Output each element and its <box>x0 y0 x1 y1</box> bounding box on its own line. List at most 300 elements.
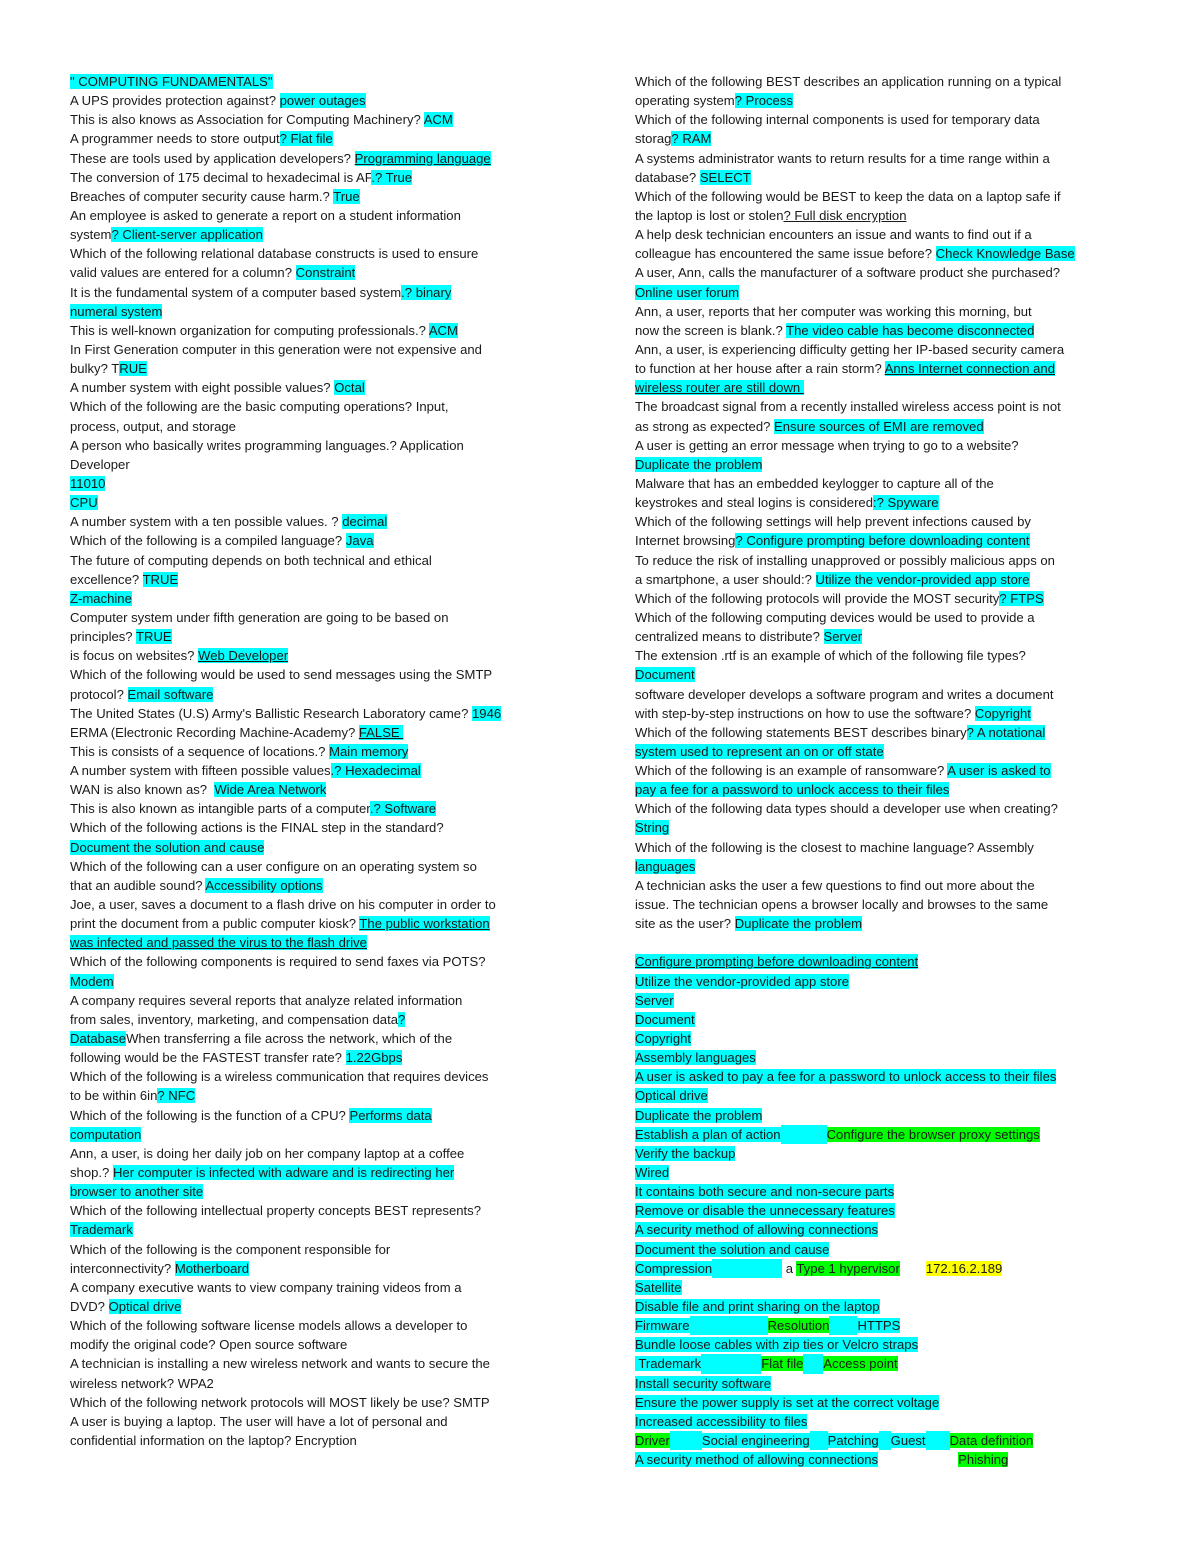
question-text: An employee is asked to generate a report on a student information <box>70 207 461 223</box>
question-text: interconnectivity? <box>70 1260 175 1276</box>
spacer <box>712 1259 782 1278</box>
text-line <box>70 704 570 723</box>
text-line <box>70 244 570 263</box>
text-line <box>635 493 1133 512</box>
text-line <box>70 685 570 704</box>
highlighted-answer: Document <box>635 667 695 683</box>
text-line <box>635 1393 1133 1412</box>
highlighted-answer: Assembly languages <box>635 1050 756 1066</box>
question-text: Ann, a user, reports that her computer was working this morning, but <box>635 303 1032 319</box>
text-line <box>70 1067 570 1086</box>
question-text: Which of the following would be used to send messages using the SMTP <box>70 667 493 683</box>
highlighted-answer: Bundle loose cables with zip ties or Velcro straps <box>635 1337 919 1353</box>
highlighted-answer: Install security software <box>635 1375 772 1391</box>
question-text: software developer develops a software program and writes a document <box>635 686 1054 702</box>
highlighted-answer: 11010 <box>70 475 106 491</box>
text-line <box>635 857 1133 876</box>
highlighted-answer: Document <box>635 1011 695 1027</box>
highlighted-answer: languages <box>635 858 696 874</box>
spacer <box>810 1431 828 1450</box>
text-line <box>70 91 570 110</box>
text-line <box>70 608 570 627</box>
text-line <box>70 799 570 818</box>
highlighted-answer: wireless router are still down <box>635 380 804 396</box>
highlighted-answer: Wired <box>635 1165 670 1181</box>
text-line <box>70 665 570 684</box>
highlighted-answer: ? Client-server application <box>111 227 263 243</box>
highlighted-answer: Performs data <box>349 1107 432 1123</box>
text-line <box>70 512 570 531</box>
text-line <box>635 187 1133 206</box>
text-line <box>70 225 570 244</box>
highlighted-answer: Access point <box>823 1356 898 1372</box>
highlighted-answer: SELECT <box>699 169 751 185</box>
highlighted-answer: Server <box>635 992 674 1008</box>
question-text: Which of the following is a compiled language? <box>70 533 346 549</box>
text-line <box>70 474 570 493</box>
text-line <box>70 914 570 933</box>
highlighted-answer: :? Spyware <box>873 495 939 511</box>
highlighted-answer: Duplicate the problem <box>734 916 863 932</box>
highlighted-answer: HTTPS <box>857 1318 901 1334</box>
text-line <box>635 685 1133 704</box>
highlighted-answer: Establish a plan of action <box>635 1126 781 1142</box>
question-text: confidential information on the laptop? Encryption <box>70 1432 357 1448</box>
question-text: A UPS provides protection against? <box>70 93 280 109</box>
highlighted-answer: Duplicate the problem <box>635 1107 763 1123</box>
highlighted-answer: Java <box>345 533 374 549</box>
text-line <box>635 665 1133 684</box>
highlighted-answer: ? Process <box>734 93 793 109</box>
text-line <box>635 1106 1133 1125</box>
question-text: Which of the following is a wireless communication that requires devices <box>70 1069 489 1085</box>
question-text: The conversion of 175 decimal to hexadecimal is AF <box>70 169 372 185</box>
text-line <box>70 321 570 340</box>
question-text: These are tools used by application developers? <box>70 150 355 166</box>
question-text: A number system with fifteen possible values <box>70 763 331 779</box>
text-line <box>635 359 1133 378</box>
question-text: A systems administrator wants to return results for a time range within a <box>635 150 1050 166</box>
question-text: A company executive wants to view company training videos from a <box>70 1279 462 1295</box>
text-line <box>70 436 570 455</box>
question-text: with step-by-step instructions on how to use the software? <box>635 705 975 721</box>
highlighted-answer: Compression <box>635 1260 713 1276</box>
highlighted-answer: Optical drive <box>635 1088 708 1104</box>
question-text: protocol? <box>70 686 128 702</box>
question-text: Ann, a user, is doing her daily job on her company laptop at a coffee <box>70 1145 465 1161</box>
text-line <box>70 1393 570 1412</box>
text-line <box>70 1163 570 1182</box>
text-line <box>635 838 1133 857</box>
highlighted-answer: .? binary <box>401 284 452 300</box>
highlighted-answer: " COMPUTING FUNDAMENTALS" <box>70 74 273 89</box>
text-line <box>70 149 570 168</box>
highlighted-answer: Online user forum <box>635 284 740 300</box>
highlighted-answer: Verify the backup <box>635 1145 736 1161</box>
question-text: modify the original code? Open source software <box>70 1337 348 1353</box>
highlighted-answer: Type 1 hypervisor <box>796 1260 900 1276</box>
text-line <box>635 302 1133 321</box>
question-text: A user, Ann, calls the manufacturer of a software product she purchased? <box>635 265 1061 281</box>
highlighted-answer: Copyright <box>635 1031 692 1047</box>
text-line <box>70 72 570 91</box>
text-line <box>635 1086 1133 1105</box>
text-line <box>635 397 1133 416</box>
text-line <box>70 1144 570 1163</box>
highlighted-answer: The public workstation <box>359 916 490 932</box>
question-text: now the screen is blank.? <box>635 322 787 338</box>
question-text: storag <box>635 131 672 147</box>
question-text: Which of the following is the function of a CPU? <box>70 1107 350 1123</box>
text-line <box>70 1220 570 1239</box>
question-text: A company requires several reports that analyze related information <box>70 992 463 1008</box>
highlighted-answer: 1946 <box>472 705 502 721</box>
spacer <box>879 1431 891 1450</box>
text-line <box>635 512 1133 531</box>
text-line <box>635 818 1133 837</box>
question-text: ERMA (Electronic Recording Machine-Academy? <box>70 724 359 740</box>
text-line <box>70 397 570 416</box>
text-line <box>70 570 570 589</box>
text-line <box>70 1335 570 1354</box>
question-text: centralized means to distribute? <box>635 629 824 645</box>
text-line <box>635 1297 1133 1316</box>
text-line <box>635 321 1133 340</box>
question-text: Which of the following is the closest to machine language? Assembly <box>635 839 1034 855</box>
text-line <box>70 417 570 436</box>
question-text: Joe, a user, saves a document to a flash drive on his computer in order to <box>70 897 496 913</box>
question-text: Internet browsing <box>635 533 736 549</box>
text-line <box>635 1450 1133 1469</box>
question-text: Which of the following can a user configure on an operating system so <box>70 858 477 874</box>
text-line <box>635 1316 1133 1335</box>
question-text: A number system with eight possible values? <box>70 380 335 396</box>
highlighted-answer: .? Software <box>369 801 437 817</box>
question-text: Which of the following data types should a developer use when creating? <box>635 801 1058 817</box>
question-text: Which of the following is the component responsible for <box>70 1241 391 1257</box>
question-text: To reduce the risk of installing unapproved or possibly malicious apps on <box>635 552 1055 568</box>
text-line <box>635 263 1133 282</box>
text-line <box>635 704 1133 723</box>
question-text: The broadcast signal from a recently installed wireless access point is not <box>635 399 1061 415</box>
text-line <box>635 780 1133 799</box>
highlighted-answer: Email software <box>127 686 214 702</box>
question-text: A help desk technician encounters an issue and wants to find out if a <box>635 227 1032 243</box>
question-text: When transferring a file across the network, which of the <box>126 1031 453 1047</box>
text-line <box>635 1067 1133 1086</box>
question-text: Malware that has an embedded keylogger to capture all of the <box>635 475 994 491</box>
highlighted-answer: Patching <box>827 1432 879 1448</box>
question-text: to be within 6in <box>70 1088 158 1104</box>
highlighted-answer: Ensure the power supply is set at the correct voltage <box>635 1394 940 1410</box>
highlighted-answer: A security method of allowing connections <box>635 1222 879 1238</box>
question-text: Which of the following BEST describes an application running on a typical <box>635 74 1062 89</box>
text-line <box>70 952 570 971</box>
text-line <box>70 1240 570 1259</box>
highlighted-answer: Ensure sources of EMI are removed <box>774 418 984 434</box>
question-text: A number system with a ten possible values. ? <box>70 514 343 530</box>
question-text: Which of the following components is required to send faxes via POTS? <box>70 954 486 970</box>
question-text: It is the fundamental system of a computer based system <box>70 284 402 300</box>
text-line <box>635 244 1133 263</box>
text-line <box>635 129 1133 148</box>
text-line <box>70 168 570 187</box>
text-line <box>70 455 570 474</box>
spacer <box>926 1431 950 1450</box>
text-line <box>635 206 1133 225</box>
text-line <box>635 455 1133 474</box>
text-line <box>70 187 570 206</box>
text-line <box>70 991 570 1010</box>
highlighted-answer: Satellite <box>635 1279 682 1295</box>
highlighted-answer: Server <box>823 629 863 645</box>
question-text: Which of the following would be BEST to keep the data on a laptop safe if <box>635 188 1061 204</box>
question-text: DVD? <box>70 1299 109 1314</box>
text-line <box>635 340 1133 359</box>
question-text: A technician is installing a new wireless network and wants to secure the <box>70 1356 490 1372</box>
text-line <box>635 436 1133 455</box>
text-line <box>70 531 570 550</box>
question-text: WAN is also known as? <box>70 782 215 798</box>
question-text: Computer system under fifth generation are going to be based on <box>70 609 449 625</box>
text-line <box>70 742 570 761</box>
question-text: ? Full disk encryption <box>783 207 907 223</box>
text-line <box>70 1278 570 1297</box>
highlighted-answer: Phishing <box>958 1452 1009 1468</box>
question-text: Which of the following computing devices would be used to provide a <box>635 609 1035 625</box>
text-line <box>635 646 1133 665</box>
highlighted-answer: Wide Area Network <box>214 782 327 798</box>
highlighted-answer: ? Flat file <box>279 131 333 147</box>
question-text: Developer <box>70 456 130 472</box>
text-line <box>70 110 570 129</box>
left-column <box>70 72 570 1450</box>
highlighted-answer: ? RAM <box>671 131 712 147</box>
question-text: Which of the following protocols will provide the MOST security <box>635 590 1000 606</box>
text-line <box>635 1163 1133 1182</box>
text-line <box>70 1086 570 1105</box>
question-text: Which of the following is an example of ransomware? <box>635 763 948 779</box>
text-line <box>70 302 570 321</box>
question-text: issue. The technician opens a browser locally and browses to the same <box>635 897 1049 913</box>
question-text: principles? <box>70 629 136 645</box>
text-line <box>70 378 570 397</box>
highlighted-answer: Increased accessibility to files <box>635 1413 808 1429</box>
highlighted-answer: A user is asked to <box>947 763 1051 779</box>
highlighted-answer: FALSE <box>358 724 404 740</box>
highlighted-answer: numeral system <box>70 303 163 319</box>
text-line <box>70 129 570 148</box>
question-text: A programmer needs to store output <box>70 131 280 147</box>
text-line <box>70 933 570 952</box>
text-line <box>70 876 570 895</box>
text-line <box>635 627 1133 646</box>
question-text: Which of the following settings will help prevent infections caused by <box>635 514 1031 530</box>
spacer <box>803 1354 823 1373</box>
highlighted-answer: computation <box>70 1126 142 1142</box>
highlighted-answer: system used to represent an on or off state <box>635 743 884 759</box>
highlighted-answer: RUE <box>119 361 147 377</box>
text-line <box>635 608 1133 627</box>
text-line <box>70 1354 570 1373</box>
highlighted-answer: Motherboard <box>174 1260 250 1276</box>
question-text: keystrokes and steal logins is considered <box>635 495 873 511</box>
question-text: Which of the following statements BEST describes binary <box>635 724 967 740</box>
text-line <box>635 1335 1133 1354</box>
text-line <box>635 1010 1133 1029</box>
text-line <box>635 1240 1133 1259</box>
question-text: Which of the following actions is the FINAL step in the standard? <box>70 820 444 836</box>
text-line <box>70 1106 570 1125</box>
highlighted-answer: power outages <box>279 93 366 109</box>
text-line <box>635 895 1133 914</box>
highlighted-answer: ? A notational <box>966 724 1046 740</box>
highlighted-answer: Optical drive <box>108 1299 182 1314</box>
question-text: Which of the following internal components is used for temporary data <box>635 112 1040 128</box>
highlighted-answer: The video cable has become disconnected <box>786 322 1035 338</box>
text-line <box>635 570 1133 589</box>
right-column <box>635 72 1133 1469</box>
text-line <box>635 933 1133 952</box>
text-line <box>70 1259 570 1278</box>
text-line <box>70 1316 570 1335</box>
text-line <box>70 646 570 665</box>
text-line <box>635 1125 1133 1144</box>
text-line <box>635 1431 1133 1450</box>
text-line <box>70 818 570 837</box>
highlighted-answer: Flat file <box>761 1356 804 1372</box>
highlighted-answer: Guest <box>890 1432 926 1448</box>
text-line <box>635 1029 1133 1048</box>
text-line <box>70 551 570 570</box>
highlighted-answer: Utilize the vendor-provided app store <box>635 973 849 989</box>
question-text: Which of the following network protocols will MOST likely be use? SMTP <box>70 1394 490 1410</box>
text-line <box>70 340 570 359</box>
highlighted-answer: CPU <box>70 495 98 511</box>
highlighted-answer: browser to another site <box>70 1184 204 1200</box>
question-text: a <box>782 1260 797 1276</box>
highlighted-answer: A security method of allowing connections <box>635 1452 879 1468</box>
question-text: Which of the following intellectual property concepts BEST represents? <box>70 1203 481 1219</box>
text-line <box>70 263 570 282</box>
text-line <box>635 417 1133 436</box>
highlighted-answer: .? Hexadecimal <box>330 763 421 779</box>
text-line <box>635 1374 1133 1393</box>
text-line <box>635 761 1133 780</box>
highlighted-answer: Web Developer <box>198 648 289 664</box>
text-line <box>635 551 1133 570</box>
text-line <box>70 972 570 991</box>
highlighted-answer: ACM <box>428 322 458 338</box>
highlighted-answer: Trademark <box>70 1222 133 1238</box>
question-text: shop.? <box>70 1165 113 1181</box>
text-line <box>635 1220 1133 1239</box>
highlighted-answer: A user is asked to pay a fee for a password to unlock access to their files <box>635 1069 1057 1085</box>
text-line <box>635 378 1133 397</box>
text-line <box>70 780 570 799</box>
text-line <box>635 723 1133 742</box>
question-text: The extension .rtf is an example of which of the following file types? <box>635 648 1026 664</box>
question-text: A user is buying a laptop. The user will have a lot of personal and <box>70 1413 448 1429</box>
highlighted-answer: Configure prompting before downloading content <box>635 954 919 970</box>
question-text: Ann, a user, is experiencing difficulty getting her IP-based security camera <box>635 341 1065 357</box>
highlighted-answer: Document the solution and cause <box>635 1241 830 1257</box>
question-text: a smartphone, a user should:? <box>635 571 816 587</box>
question-text: colleague has encountered the same issue before? <box>635 246 936 262</box>
highlighted-answer: 172.16.2.189 <box>925 1260 1003 1276</box>
question-text: This is consists of a sequence of locations.? <box>70 743 330 759</box>
highlighted-answer: Remove or disable the unnecessary features <box>635 1203 895 1219</box>
spacer <box>690 1316 768 1335</box>
highlighted-answer: Anns Internet connection and <box>884 361 1055 377</box>
text-line <box>635 991 1133 1010</box>
question-text: as strong as expected? <box>635 418 775 434</box>
highlighted-answer: decimal <box>342 514 388 530</box>
spacer <box>670 1431 702 1450</box>
text-line <box>635 72 1133 91</box>
question-text: from sales, inventory, marketing, and compensation data <box>70 1011 398 1027</box>
highlighted-answer: It contains both secure and non-secure parts <box>635 1184 895 1200</box>
question-text: The future of computing depends on both technical and ethical <box>70 552 432 568</box>
highlighted-answer: Utilize the vendor-provided app store <box>815 571 1030 587</box>
highlighted-answer: Copyright <box>974 705 1031 721</box>
question-text: following would be the FASTEST transfer rate? <box>70 1050 346 1066</box>
text-line <box>70 857 570 876</box>
text-line <box>635 1278 1133 1297</box>
text-line <box>635 168 1133 187</box>
text-line <box>70 1010 570 1029</box>
text-line <box>70 723 570 742</box>
highlighted-answer: Driver <box>635 1432 670 1448</box>
highlighted-answer: Z-machine <box>70 590 132 606</box>
highlighted-answer: .? True <box>371 169 413 185</box>
spacer <box>701 1354 761 1373</box>
text-line <box>635 589 1133 608</box>
highlighted-answer: ACM <box>423 112 453 128</box>
text-line <box>635 1354 1133 1373</box>
text-line <box>635 1144 1133 1163</box>
highlighted-answer: Database <box>70 1031 127 1047</box>
text-line <box>635 1412 1133 1431</box>
question-text: database? <box>635 169 700 185</box>
spacer <box>829 1316 857 1335</box>
text-line <box>635 952 1133 971</box>
highlighted-answer: pay a fee for a password to unlock access to their files <box>635 782 950 798</box>
highlighted-answer: Resolution <box>767 1318 830 1334</box>
question-text: Breaches of computer security cause harm.? <box>70 188 334 204</box>
text-line <box>70 1048 570 1067</box>
text-line <box>70 1374 570 1393</box>
question-text: This is also knows as Association for Computing Machinery? <box>70 112 424 128</box>
highlighted-answer: ? <box>398 1011 406 1027</box>
question-text: is focus on websites? <box>70 648 199 664</box>
question-text: to function at her house after a rain storm? <box>635 361 885 377</box>
text-line <box>635 149 1133 168</box>
text-line <box>70 206 570 225</box>
highlighted-answer: Check Knowledge Base <box>935 246 1075 262</box>
text-line <box>70 627 570 646</box>
text-line <box>635 972 1133 991</box>
highlighted-answer: String <box>635 820 670 836</box>
text-line <box>70 283 570 302</box>
question-text: In First Generation computer in this generation were not expensive and <box>70 341 482 357</box>
question-text: A technician asks the user a few questions to find out more about the <box>635 877 1035 893</box>
text-line <box>635 91 1133 110</box>
question-text: The United States (U.S) Army's Ballistic Research Laboratory came? <box>70 705 473 721</box>
text-line <box>635 914 1133 933</box>
question-text: operating system <box>635 93 735 109</box>
highlighted-answer: 1.22Gbps <box>345 1050 403 1066</box>
